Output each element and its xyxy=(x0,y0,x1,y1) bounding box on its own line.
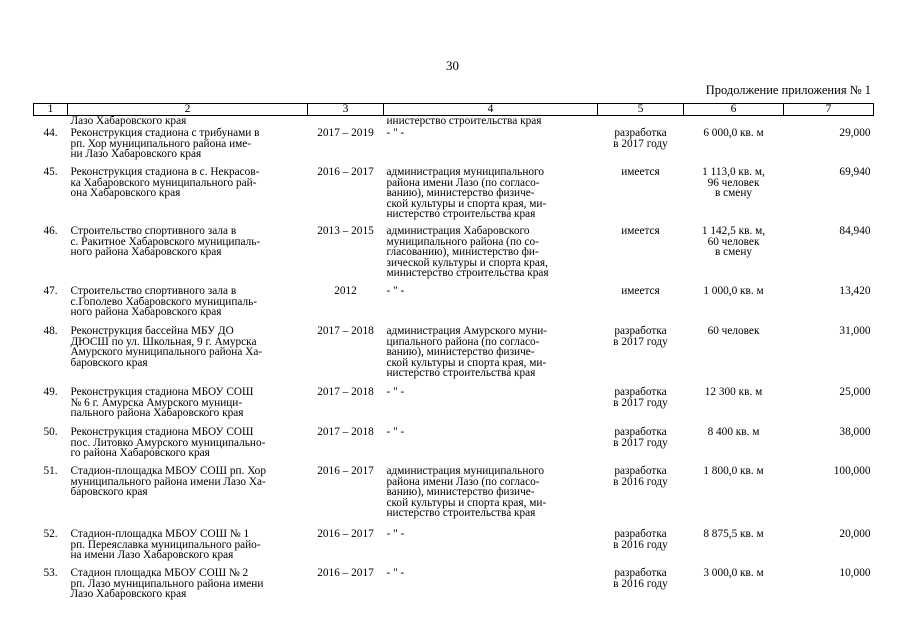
row-number: 53. xyxy=(43,567,58,579)
row-number: 44. xyxy=(43,127,58,139)
responsible-body: - " - xyxy=(386,127,405,139)
object-name: Стадион площадка МБОУ СОШ № 2 рп. Лазо муниципального района имени Лазо Хабаровского края xyxy=(70,567,264,600)
column-header-6: 6 xyxy=(684,104,784,116)
object-name: Реконструкция стадиона в с. Некрасов- ка Хабаровского муниципального рай- она Хабаровского края xyxy=(70,166,260,199)
page-number: 30 xyxy=(446,58,459,73)
capacity: 12 300 кв. м xyxy=(704,386,763,398)
table-row xyxy=(34,387,874,427)
capacity: 1 113,0 кв. м, 96 человек в смену xyxy=(702,166,765,199)
object-name: Реконструкция стадиона МБОУ СОШ № 6 г. Амурска Амурского муници- пального района Хабаровского края xyxy=(70,386,254,419)
funding-amount: 100,000 xyxy=(833,465,871,477)
construction-period: 2016 – 2017 xyxy=(317,528,374,540)
column-header-1: 1 xyxy=(34,104,68,116)
row-number: 46. xyxy=(43,225,58,237)
construction-period: 2017 – 2018 xyxy=(317,386,374,398)
continuation-label: Продолжение приложения № 1 xyxy=(705,83,871,97)
carry-over-body: инистерство строительства края xyxy=(386,115,542,127)
design-documentation: разработка в 2016 году xyxy=(613,465,668,488)
object-name: Строительство спортивного зала в с.Гополево Хабаровского муниципаль- ного района Хабаровского края xyxy=(70,285,258,318)
design-documentation: имеется xyxy=(621,285,660,297)
object-name: Реконструкция стадиона с трибунами в рп. Хор муниципального района име- ни Лазо Хабаровского края xyxy=(70,127,260,160)
construction-period: 2017 – 2019 xyxy=(317,127,374,139)
funding-amount: 20,000 xyxy=(839,528,871,540)
responsible-body: администрация муниципального района имени Лазо (по согласо- ванию), министерство физиче- ской культуры и спорта края, ми- нистерство строительства края xyxy=(386,166,547,220)
row-number: 52. xyxy=(43,528,58,540)
design-documentation: имеется xyxy=(621,225,660,237)
design-documentation: разработка в 2017 году xyxy=(613,325,668,348)
construction-period: 2012 xyxy=(334,285,357,297)
design-documentation: имеется xyxy=(621,166,660,178)
row-number: 51. xyxy=(43,465,58,477)
funding-amount: 31,000 xyxy=(839,325,871,337)
design-documentation: разработка в 2016 году xyxy=(613,528,668,551)
design-documentation: разработка в 2017 году xyxy=(613,426,668,449)
row-number: 45. xyxy=(43,166,58,178)
responsible-body: - " - xyxy=(386,386,405,398)
responsible-body: - " - xyxy=(386,285,405,297)
construction-period: 2016 – 2017 xyxy=(317,166,374,178)
table-row xyxy=(34,326,874,387)
design-documentation: разработка в 2016 году xyxy=(613,567,668,590)
capacity: 8 875,5 кв. м xyxy=(703,528,764,540)
table-row xyxy=(34,568,874,608)
capacity: 8 400 кв. м xyxy=(707,426,760,438)
object-name: Стадион-площадка МБОУ СОШ рп. Хор муниципального района имени Лазо Ха- баровского края xyxy=(70,465,266,498)
table-row xyxy=(34,226,874,286)
responsible-body: - " - xyxy=(386,528,405,540)
construction-period: 2017 – 2018 xyxy=(317,426,374,438)
funding-amount: 69,940 xyxy=(839,166,871,178)
capacity: 60 человек xyxy=(707,325,760,337)
funding-amount: 25,000 xyxy=(839,386,871,398)
capacity: 1 000,0 кв. м xyxy=(703,285,764,297)
design-documentation: разработка в 2017 году xyxy=(613,386,668,409)
construction-period: 2013 – 2015 xyxy=(317,225,374,237)
design-documentation: разработка в 2017 году xyxy=(613,127,668,150)
table-row xyxy=(34,286,874,326)
object-name: Реконструкция стадиона МБОУ СОШ пос. Литовко Амурского муниципально- го района Хабаровского края xyxy=(70,426,266,459)
object-name: Реконструкция бассейна МБУ ДО ДЮСШ по ул. Школьная, 9 г. Амурска Амурского муниципального района Ха- баровского края xyxy=(70,325,263,369)
responsible-body: - " - xyxy=(386,426,405,438)
responsible-body: - " - xyxy=(386,567,405,579)
funding-amount: 10,000 xyxy=(839,567,871,579)
table-row xyxy=(34,466,874,529)
table-row xyxy=(34,128,874,167)
column-header-2: 2 xyxy=(68,104,308,116)
responsible-body: администрация муниципального района имени Лазо (по согласо- ванию), министерство физиче- ской культуры и спорта края, ми- нистерство строительства края xyxy=(386,465,547,519)
table-row xyxy=(34,529,874,568)
column-number-row xyxy=(34,104,874,116)
column-header-3: 3 xyxy=(308,104,384,116)
construction-period: 2017 – 2018 xyxy=(317,325,374,337)
row-number: 49. xyxy=(43,386,58,398)
funding-amount: 38,000 xyxy=(839,426,871,438)
capacity: 1 800,0 кв. м xyxy=(703,465,764,477)
column-header-4: 4 xyxy=(384,104,598,116)
responsible-body: администрация Амурского муни- ципального района (по согласо- ванию), министерство физиче- ской культуры и спорта края, ми- нистерство строительства края xyxy=(386,325,548,379)
funding-amount: 29,000 xyxy=(839,127,871,139)
table-row xyxy=(34,167,874,226)
row-number: 50. xyxy=(43,426,58,438)
funding-amount: 84,940 xyxy=(839,225,871,237)
construction-period: 2016 – 2017 xyxy=(317,567,374,579)
column-header-5: 5 xyxy=(598,104,684,116)
table-row xyxy=(34,427,874,466)
construction-period: 2016 – 2017 xyxy=(317,465,374,477)
column-header-7: 7 xyxy=(784,104,874,116)
row-number: 48. xyxy=(43,325,58,337)
carry-over-name: Лазо Хабаровского края xyxy=(70,115,187,127)
row-number: 47. xyxy=(43,285,58,297)
appendix-table xyxy=(33,103,874,608)
table-body xyxy=(34,116,874,609)
capacity: 1 142,5 кв. м, 60 человек в смену xyxy=(701,225,766,258)
object-name: Строительство спортивного зала в с. Ракитное Хабаровского муниципаль- ного района Хабаровского края xyxy=(70,225,261,258)
capacity: 3 000,0 кв. м xyxy=(703,567,764,579)
funding-amount: 13,420 xyxy=(839,285,871,297)
capacity: 6 000,0 кв. м xyxy=(703,127,764,139)
responsible-body: администрация Хабаровского муниципального района (по со- гласованию), министерство фи- зической культуры и спорта края, министерство строительства края xyxy=(386,225,549,279)
object-name: Стадион-площадка МБОУ СОШ № 1 рп. Переяславка муниципального райо- на имени Лазо Хабаровского края xyxy=(70,528,261,561)
